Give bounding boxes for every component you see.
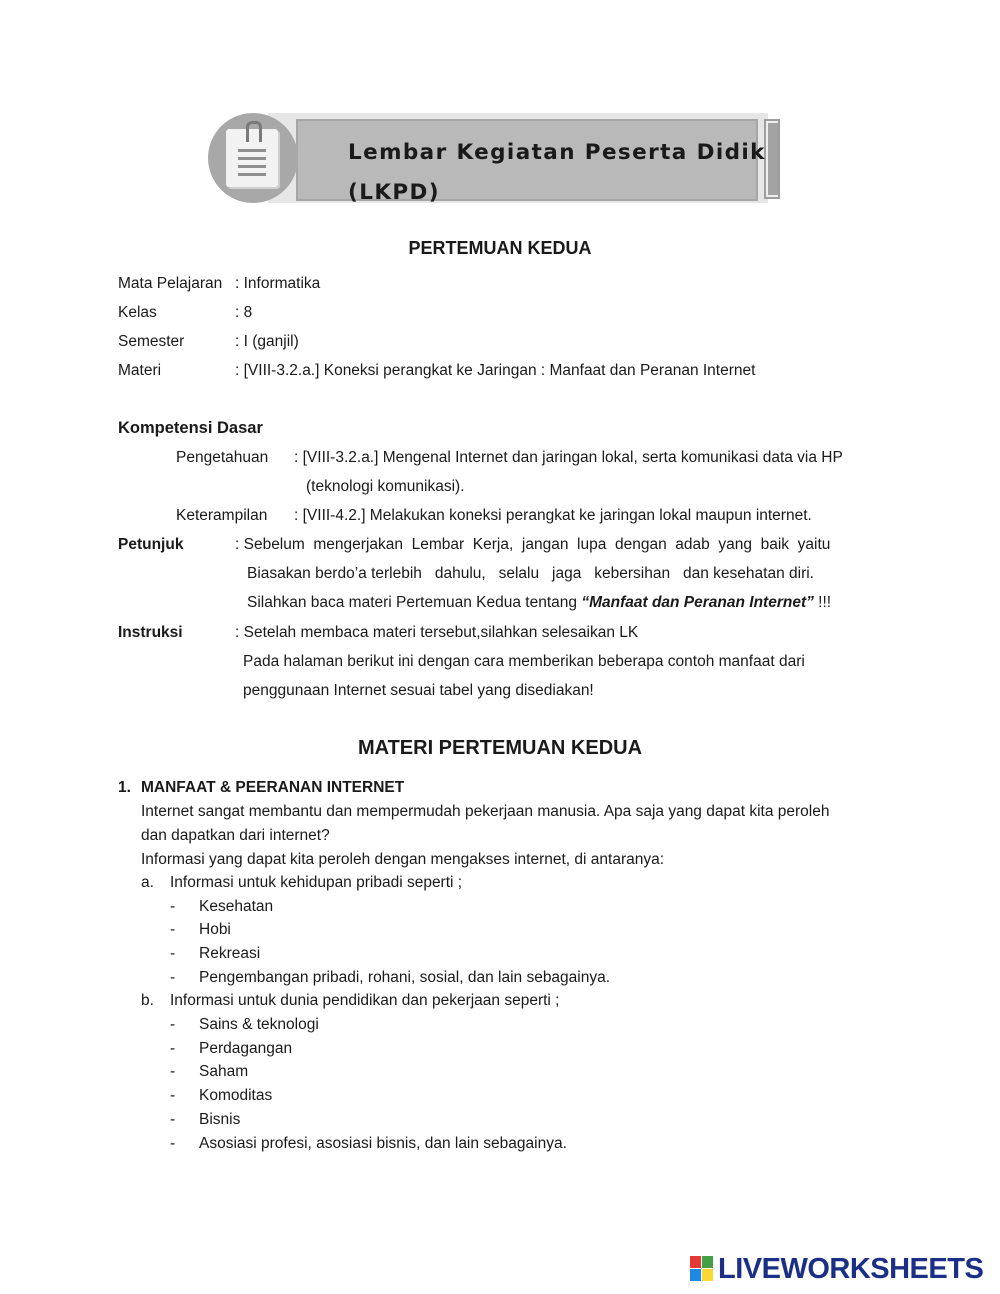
logo-square xyxy=(702,1256,713,1268)
logo-square xyxy=(702,1269,713,1281)
knowledge-label: Pengetahuan xyxy=(176,449,269,466)
dash-marker: - xyxy=(170,1016,176,1033)
info-label-class: Kelas xyxy=(118,304,157,321)
skill-value: : [VIII-4.2.] Melakukan koneksi perangkat ke jaringan lokal maupun internet. xyxy=(294,507,812,524)
section-number: 1. xyxy=(118,779,131,796)
page-title: Lembar Kegiatan Peserta Didik (LKPD) xyxy=(348,140,766,205)
logo-square xyxy=(690,1269,701,1281)
dash-marker: - xyxy=(170,921,176,938)
instructions-line-2: Biasakan berdo’a terlebih dahulu, selalu jaga kebersihan dan kesehatan diri. xyxy=(247,565,814,582)
dash-marker: - xyxy=(170,1063,176,1080)
material-title: MATERI PERTEMUAN KEDUA xyxy=(357,737,643,759)
info-label-subject: Mata Pelajaran xyxy=(118,275,223,292)
instructions-line-3-text: Silahkan baca materi Pertemuan Kedua tentang xyxy=(247,594,582,611)
list-a-text: Informasi untuk kehidupan pribadi seperti ; xyxy=(170,874,463,891)
directive-line-1: : Setelah membaca materi tersebut,silahkan selesaikan LK xyxy=(235,624,639,641)
paragraph-line-1: Internet sangat membantu dan mempermudah pekerjaan manusia. Apa saja yang dapat kita peroleh xyxy=(141,803,830,820)
competency-heading: Kompetensi Dasar xyxy=(118,419,263,437)
instructions-topic: “Manfaat dan Peranan Internet” xyxy=(581,594,814,611)
knowledge-value-cont: (teknologi komunikasi). xyxy=(306,478,465,495)
knowledge-value: : [VIII-3.2.a.] Mengenal Internet dan jaringan lokal, serta komunikasi data via HP xyxy=(294,449,843,466)
list-b-text: Informasi untuk dunia pendidikan dan pekerjaan seperti ; xyxy=(170,992,560,1009)
directive-line-2: Pada halaman berikut ini dengan cara memberikan beberapa contoh manfaat dari xyxy=(243,653,805,670)
instructions-line-3 xyxy=(247,593,831,613)
document-clipboard-icon xyxy=(208,113,298,203)
list-item: Rekreasi xyxy=(199,945,261,962)
list-item: Pengembangan pribadi, rohani, sosial, dan lain sebagainya. xyxy=(199,969,611,986)
dash-marker: - xyxy=(170,898,176,915)
logo-text: LIVEWORKSHEETS xyxy=(718,1253,984,1285)
dash-marker: - xyxy=(170,1111,176,1128)
list-item: Asosiasi profesi, asosiasi bisnis, dan lain sebagainya. xyxy=(199,1135,567,1152)
list-item: Komoditas xyxy=(199,1087,273,1104)
info-value-subject: : Informatika xyxy=(235,275,321,292)
list-b-marker: b. xyxy=(141,992,154,1009)
section-heading: MANFAAT & PEERANAN INTERNET xyxy=(141,779,405,796)
info-label-semester: Semester xyxy=(118,333,185,350)
paragraph-2: Informasi yang dapat kita peroleh dengan mengakses internet, di antaranya: xyxy=(141,851,665,868)
logo-mark-icon xyxy=(690,1256,714,1282)
list-item: Bisnis xyxy=(199,1111,241,1128)
paper-clip-icon xyxy=(246,121,262,142)
instructions-exclaim: !!! xyxy=(813,594,832,611)
dash-marker: - xyxy=(170,1135,176,1152)
instructions-label: Petunjuk xyxy=(118,536,184,553)
skill-label: Keterampilan xyxy=(176,507,268,524)
dash-marker: - xyxy=(170,1040,176,1057)
list-item: Sains & teknologi xyxy=(199,1016,319,1033)
directive-line-3: penggunaan Internet sesuai tabel yang disediakan! xyxy=(243,682,594,699)
list-item: Hobi xyxy=(199,921,231,938)
header-banner xyxy=(208,113,793,205)
info-label-material: Materi xyxy=(118,362,162,379)
document-lines-icon xyxy=(238,149,266,181)
dash-marker: - xyxy=(170,945,176,962)
list-item: Perdagangan xyxy=(199,1040,293,1057)
paragraph-line-2: dan dapatkan dari internet? xyxy=(141,827,330,844)
info-value-semester: : I (ganjil) xyxy=(235,333,299,350)
info-value-class: : 8 xyxy=(235,304,253,321)
meeting-title: PERTEMUAN KEDUA xyxy=(408,238,592,258)
info-value-material: : [VIII-3.2.a.] Koneksi perangkat ke Jaringan : Manfaat dan Peranan Internet xyxy=(235,362,756,379)
list-item: Kesehatan xyxy=(199,898,274,915)
instructions-line-1: : Sebelum mengerjakan Lembar Kerja, jangan lupa dengan adab yang baik yaitu xyxy=(235,536,831,553)
banner-side-bar-inner xyxy=(768,123,778,195)
directive-label: Instruksi xyxy=(118,624,183,641)
list-item: Saham xyxy=(199,1063,249,1080)
logo-square xyxy=(690,1256,701,1268)
dash-marker: - xyxy=(170,969,176,986)
list-a-marker: a. xyxy=(141,874,154,891)
dash-marker: - xyxy=(170,1087,176,1104)
